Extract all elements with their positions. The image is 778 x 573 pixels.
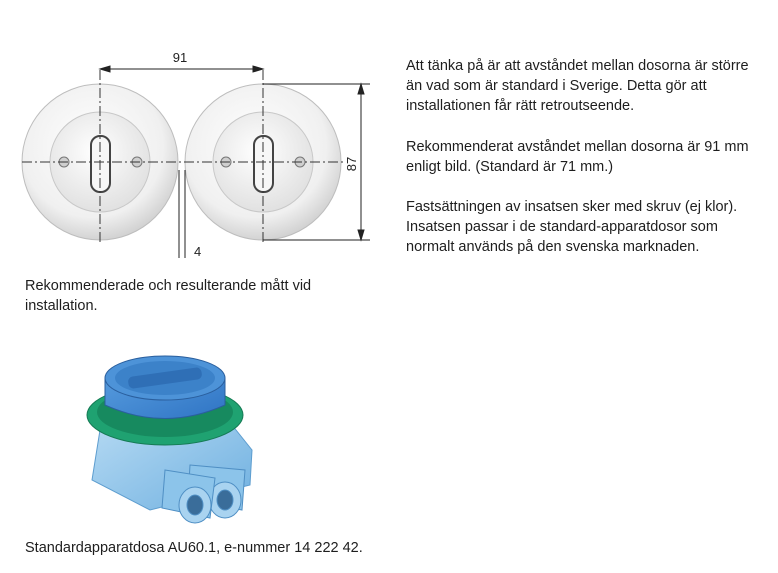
info-paragraph-2: Rekommenderat avståndet mellan dosorna är 91 mm enligt bild. (Standard är 71 mm.) <box>406 139 749 175</box>
gap-dimension <box>179 170 185 258</box>
junction-box-image <box>70 350 270 530</box>
dimension-gap-label: 4 <box>194 244 202 259</box>
info-paragraph-1: Att tänka på är att avståndet mellan dosorna är större än vad som är standard i Sverige. Detta gör att installationen får rätt retroutseende. <box>406 58 749 114</box>
dimension-width-label: 91 <box>172 50 188 65</box>
info-paragraph-3: Fastsättningen av insatsen sker med skruv (ej klor). Insatsen passar i de standard-apparatdosor som normalt används på den svenska marknaden. <box>406 199 738 255</box>
width-dimension <box>100 66 263 72</box>
switch-dimension-drawing <box>0 0 390 270</box>
drawing-caption: Rekommenderade och resulterande mått vid installation. <box>25 278 312 314</box>
dimension-height-label: 87 <box>344 156 359 172</box>
box-caption: Standardapparatdosa AU60.1, e-nummer 14 222 42. <box>25 540 363 556</box>
